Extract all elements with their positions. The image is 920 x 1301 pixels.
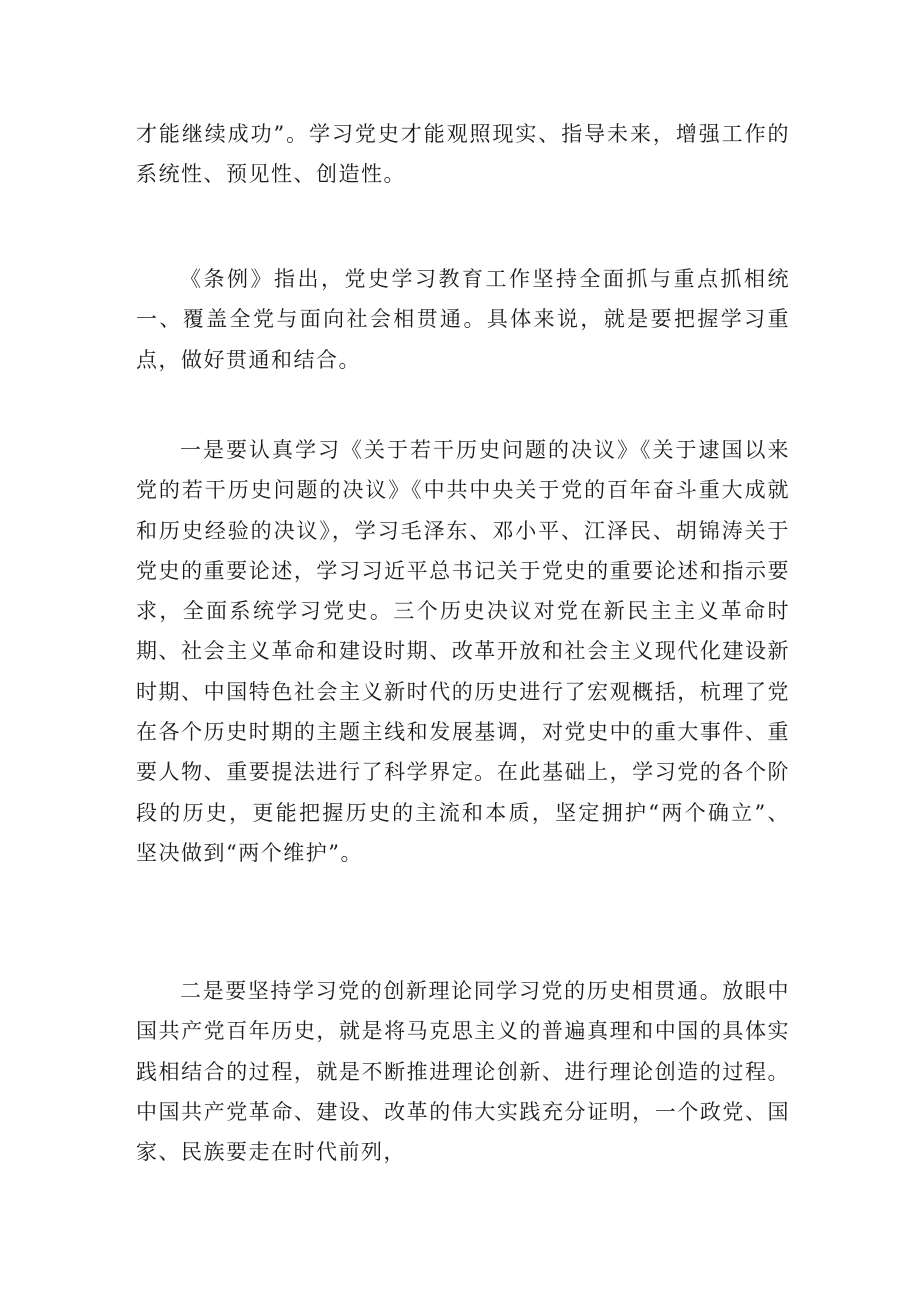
paragraph-point-two: 二是要坚持学习党的创新理论同学习党的历史相贯通。放眼中国共产党百年历史，就是将马克思主义的普遍真理和中国的具体实践相结合的过程，就是不断推进理论创新、进行理论创造的过程。中国共产党革命、建设、改革的伟大实践充分证明，一个政党、国家、民族要走在时代前列， bbox=[136, 979, 790, 1165]
paragraph-continuation: 才能继续成功”。学习党史才能观照现实、指导未来，增强工作的系统性、预见性、创造性。 bbox=[136, 122, 790, 187]
paragraph-regulation: 《条例》指出，党史学习教育工作坚持全面抓与重点抓相统一、覆盖全党与面向社会相贯通。具体来说，就是要把握学习重点，做好贯通和结合。 bbox=[136, 267, 790, 372]
paragraph-point-one: 一是要认真学习《关于若干历史问题的决议》《关于逮国以来党的若干历史问题的决议》《中共中央关于党的百年奋斗重大成就和历史经验的决议》，学习毛泽东、邓小平、江泽民、胡锦涛关于党史的重要论述，学习习近平总书记关于党史的重要论述和指示要求，全面系统学习党史。三个历史决议对党在新民主主义革命时期、社会主义革命和建设时期、改革开放和社会主义现代化建设新时期、中国特色社会主义新时代的历史进行了宏观概括，杭理了党在各个历史时期的主题主线和发展基调，对党史中的重大事件、重要人物、重要提法进行了科学界定。在此基础上，学习党的各个阶段的历史，更能把握历史的主流和本质，坚定拥护“两个确立”、坚决做到“两个维护”。 bbox=[136, 438, 790, 865]
